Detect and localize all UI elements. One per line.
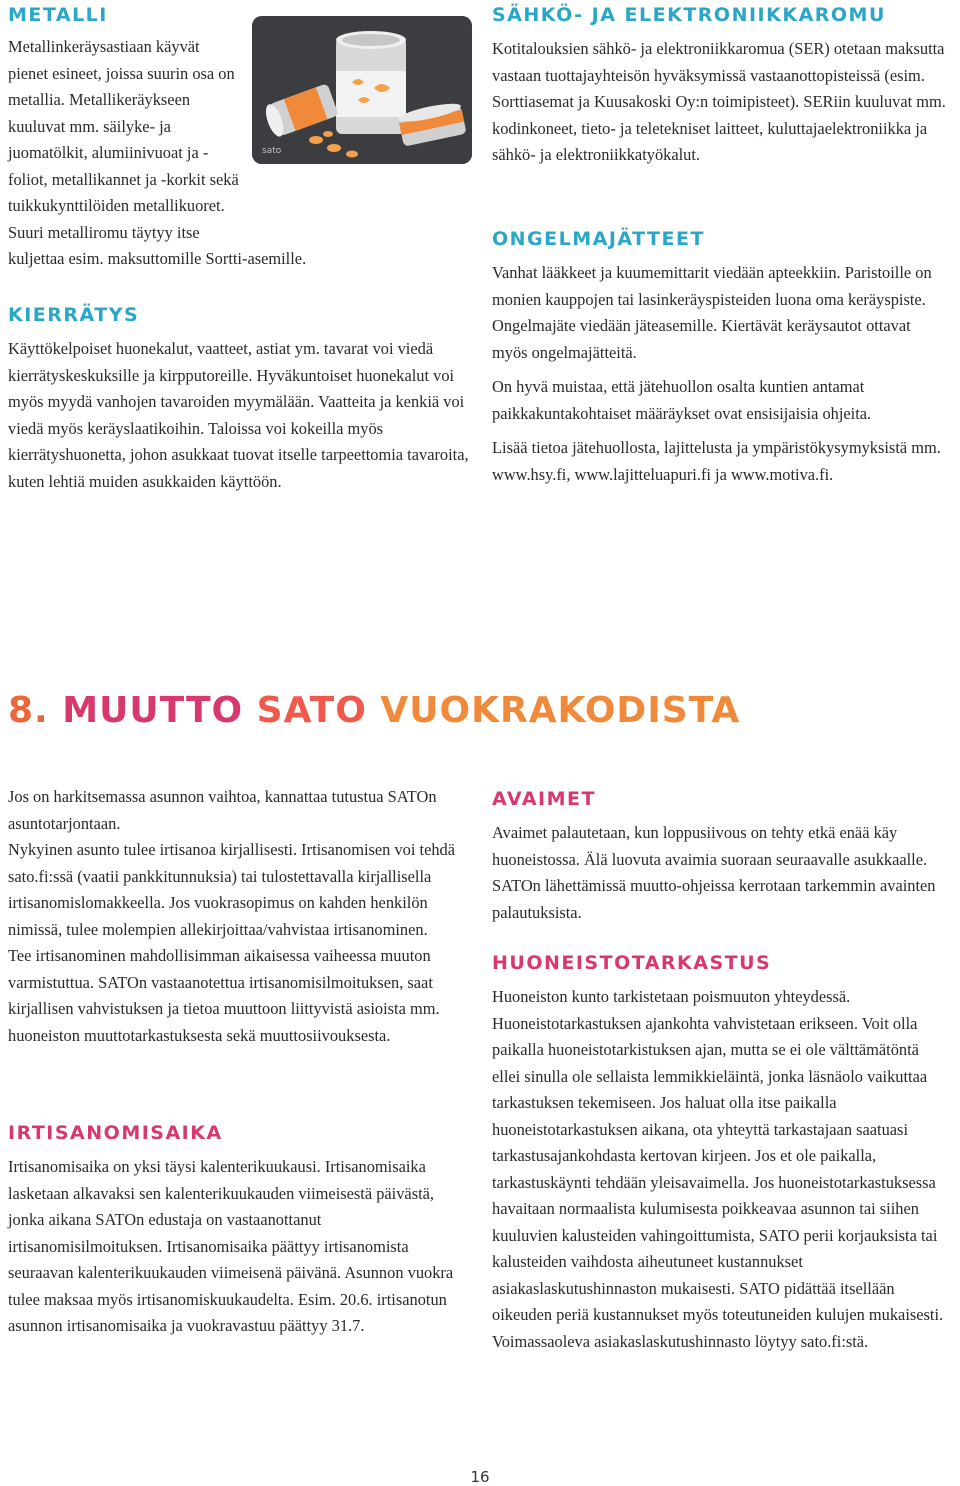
avaimet-section [492,788,948,926]
irtisanomisaika-text: Irtisanomisaika on yksi täysi kalenterikuukausi. Irtisanomisaika lasketaan alkavaksi sen kalenterikuukauden viimeisestä päivästä, jonka aikana SATOn edustaja on vastaanottanut irtisanomisilmoituksen. Irtisanomisaika päättyy irtisanomista seuraavan kalenterikuukauden viimeisenä päivänä. Asunnon vuokra tulee maksaa myös irtisanomiskuukaudelta. Esim. 20.6. irtisanotun asunnon irtisanomisaika ja vuokravastuu päättyy 31.7. [8,1157,454,1335]
page-number: 16 [470,1468,490,1486]
chapter-title [8,690,740,731]
irtisanomisaika-section [8,1122,470,1340]
ongelma-p2: On hyvä muistaa, että jätehuollon osalta kuntien antamat paikkakuntakohtaiset määräykset ovat ensisijaisia ohjeita. [492,377,872,423]
sahko-text: Kotitalouksien sähkö- ja elektroniikkaromua (SER) otetaan maksutta vastaan tuottajayhteisön hyväksymissä vastaanottopisteissä (esim. Sorttiasemat ja Kuusakoski Oy:n toimipisteet). SERiin kuuluvat mm. kodinkoneet, tieto- ja teletekniset laitteet, kuluttajaelektroniikka ja sähkö- ja elektroniikkatyökalut. [492,39,946,164]
muutto-p1: Jos on harkitsemassa asunnon vaihtoa, kannattaa tutustua SATOn asuntotarjontaan. [8,787,437,833]
ongelma-p3: Lisää tietoa jätehuollosta, lajittelusta ja ympäristökysymyksistä mm. www.hsy.fi, www.lajitteluapuri.fi ja www.motiva.fi. [492,438,941,484]
metalli-body [8,34,478,273]
metalli-text [8,34,478,273]
sahko-section [492,4,948,169]
sato-logo: sato [262,146,282,156]
sahko-heading: SÄHKÖ- JA ELEKTRONIIKKAROMU [492,4,886,26]
kierratys-section [8,304,470,495]
tarkastus-section [492,952,948,1355]
ongelma-p1: Vanhat lääkkeet ja kuumemittarit viedään apteekkiin. Paristoille on monien kauppojen tai lasinkeräyspisteiden luona oma keräyspiste. Ongelmajäte viedään jäteasemille. Kiertävät keräysautot ottavat myös ongelmajätteitä. [492,263,932,362]
tarkastus-heading: HUONEISTOTARKASTUS [492,952,772,974]
metalli-heading: METALLI [8,4,108,26]
muutto-p2: Nykyinen asunto tulee irtisanoa kirjallisesti. Irtisanomisen voi tehdä sato.fi:ssä (vaatii pankkitunnuksia) tai tulostettavalla kirjallisella irtisanomislomakkeella. Jos vuokrasopimus on kahden henkilön nimissä, tulee molempien allekirjoittaa/vahvistaa irtisanominen. [8,840,456,939]
muutto-p3: Tee irtisanominen mahdollisimman aikaisessa vaiheessa muuton varmistuttua. SATOn vastaanotettua irtisanomisilmoituksen, saat kirjallisen vahvistuksen ja tietoa muuttoon liittyvistä asioista mm. huoneiston muuttotarkastuksesta sekä muuttosiivouksesta. [8,946,440,1045]
irtisanomisaika-heading: IRTISANOMISAIKA [8,1122,223,1144]
ongelma-heading: ONGELMAJÄTTEET [492,228,705,250]
avaimet-text: Avaimet palautetaan, kun loppusiivous on tehty etkä enää käy huoneistossa. Älä luovuta avaimia suoraan seuraavalle asukkaalle. SATOn lähettämissä muutto-ohjeissa kerrotaan tarkemmin avainten palautuksista. [492,823,936,922]
image-float-spacer [242,34,478,220]
kierratys-text: Käyttökelpoiset huonekalut, vaatteet, astiat ym. tavarat voi viedä kierrätyskeskuksille ja kirpputoreille. Hyväkuntoiset huonekalut voi myös myydä vanhojen tavaroiden myymälään. Vaatteita ja kenkiä voi viedä myös keräyslaatikoihin. Taloissa voi kokeilla myös kierrätyshuonetta, johon asukkaat tuovat itselle tarpeettomia tavaroita, kuten lehtiä muiden asukkaiden käyttöön. [8,339,469,491]
muutto-section [8,784,470,1049]
chapter-word-3: VUOKRAKODISTA [380,690,741,731]
chapter-number: 8. [8,690,49,731]
avaimet-heading: AVAIMET [492,788,596,810]
metalli-paragraph: Metallinkeräysastiaan käyvät pienet esineet, joissa suurin osa on metallia. Metallikeräykseen kuuluvat mm. säilyke- ja juomatölkit, alumiinivuoat ja -foliot, metallikannet ja -korkit sekä tuikkukynttilöiden metallikuoret. Suuri metalliromu täytyy itse kuljettaa esim. maksuttomille Sortti-asemille. [8,37,307,268]
chapter-word-1: MUUTTO [62,690,244,731]
ongelma-section [492,228,948,488]
tarkastus-text: Huoneiston kunto tarkistetaan poismuuton yhteydessä. Huoneistotarkastuksen ajankohta vahvistetaan erikseen. Voit olla paikalla huoneistotarkistuksen ajan, mutta se ei ole välttämätöntä ellei sinulla ole sellaista lemmikkieläintä, jonka läsnäolo vaikuttaa tarkastuksen tekemiseen. Jos haluat olla itse paikalla huoneistotarkastuksen aikana, ota yhteyttä tarkastajaan saatuasi tarkastusajankohdasta kertovan kirjeen. Jos et ole paikalla, tarkastuskäynti tehdään yleisavaimella. Jos huoneistotarkastuksessa havaitaan normaalista kulumisesta poikkeavaa asunnon tai siihen kuuluvien kalusteiden vahingoittumista, SATO perii korjauksista tai kalusteiden vaihdosta aiheutuneet kustannukset asiakaslaskutushinnaston mukaisesti. SATO pidättää itsellään oikeuden periä kustannukset myös toteutuneiden kulujen mukaisesti. Voimassaoleva asiakaslaskutushinnasto löytyy sato.fi:stä. [492,987,944,1351]
chapter-word-2: SATO [256,690,367,731]
kierratys-heading: KIERRÄTYS [8,304,140,326]
